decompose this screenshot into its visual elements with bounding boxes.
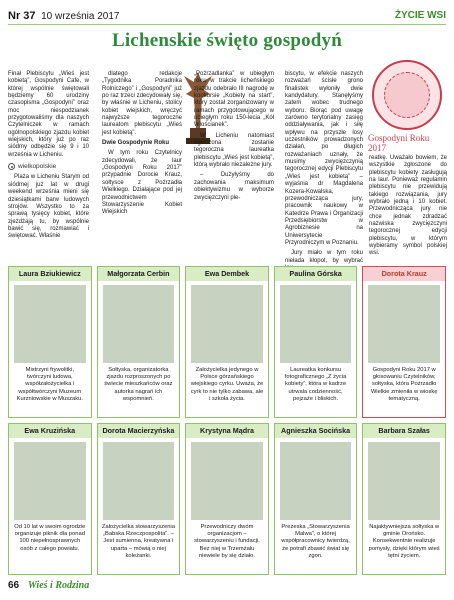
- profile-card-highlighted: [362, 266, 446, 418]
- article-title: Lichenskie święto gospodyń: [111, 30, 343, 51]
- profile-card: [97, 423, 181, 575]
- page-footer: [8, 580, 446, 592]
- page-number: 66: [8, 580, 20, 591]
- profile-description: Od 10 lat w swoim ogrodzie organizuje piknik dla ponad 100 niepełnosprawnych osób z całego powiatu.: [14, 524, 86, 552]
- profile-description: Założycielka stowarzyszenia „Babska Rzeczpospolita”. – Jest sumienna, kreatywna i uparta – mówią o niej koleżanki.: [101, 524, 175, 559]
- profile-name: Dorota Krauz: [363, 267, 445, 281]
- article-column-4: [285, 71, 363, 275]
- page-header: [8, 10, 446, 24]
- profile-description: Laureatka konkursu fotograficznego „Z życia kobiety”, która w kadrze utrwala codzienność, pejzaże i bliskich.: [284, 367, 347, 402]
- profile-photo: [280, 442, 352, 520]
- body-paragraph: dlatego redakcje „Tygodnika Poradnika Rolniczego” i „Gospodyni” już po raz trzeci zdecydowały się, by właśnie w Licheniu, stolicy kobiet wiejskich, wręczyć najwyższe tegoroczne laureatom plebiscytu „Wieś jest kobietą”.: [102, 71, 182, 136]
- profile-name: Krystyna Mądra: [186, 424, 268, 438]
- article-column-1: [8, 71, 89, 244]
- header-divider: [8, 24, 446, 25]
- profile-name: Ewa Dembek: [186, 267, 268, 281]
- profile-card: [97, 266, 181, 418]
- region-tag-label: wielkopolskie: [18, 163, 57, 171]
- body-paragraph: reatkę. Uważało bowiem, że wszystkie zgłoszone do plebiscytu kobiety zasługują na laur. Ponieważ regulamin plebiscytu nie przewidują takiego rozwiązania, jury wybrało jedną i 10 kobiet. Przewodnicząca jury nie chce jednak zdradzać nazwiska zwycięzczyni tegorocznej edycji plebiscytu, w którym wybieramy symbol polskiej wsi.: [369, 155, 447, 257]
- profile-card: [362, 423, 446, 575]
- gospodyni-roku-badge-icon: [372, 60, 442, 130]
- magazine-name: Wieś i Rodzina: [27, 580, 90, 591]
- subheading: Dwie Gospodynie Roku: [102, 140, 170, 147]
- profile-name: Ewa Kruzińska: [9, 424, 91, 438]
- profile-description: Prezeska „Stowarzyszenia Malwa”, o której współpracownicy twierdzą, że potrafi zbawić świat się zgon.: [281, 524, 350, 559]
- profile-name: Laura Bziukiewicz: [9, 267, 91, 281]
- badge-label: Gospodyni Roku 2017: [368, 133, 430, 153]
- section-name: ŻYCIE WSI: [394, 10, 446, 21]
- body-paragraph: Plaża w Licheniu Starym od siódmej już lat w drugi weekend września mieni się dziesiątkami barw ludowych strojów. Wszystko to za sprawą tysięcy kobiet, które zjeżdżają tu, by wspólnie bawić się, rozmawiać i świętować. Właśnie: [8, 174, 89, 240]
- region-tag: [8, 163, 89, 170]
- profile-card: [185, 423, 269, 575]
- profile-photo: [14, 285, 86, 363]
- profile-photo: [191, 442, 263, 520]
- profile-card: [274, 266, 358, 418]
- issue-number: Nr 37: [8, 10, 36, 22]
- profile-description: Sołtyska, organizatorka zjazdu rozproszonych po świecie mieszkańców oraz autorka nagrań ich wspomnień.: [104, 367, 173, 402]
- body-paragraph: Jury miało w tym roku niełada kłopot, by wybrać: [285, 250, 363, 264]
- article-column-3: [194, 71, 274, 205]
- issue-info: [8, 10, 119, 22]
- profile-photo: [191, 285, 263, 363]
- issue-date: 10 września 2017: [41, 11, 120, 22]
- profile-photo: [103, 442, 175, 520]
- profile-photo: [103, 285, 175, 363]
- profile-photo: [14, 442, 86, 520]
- profile-description: Gospodyni Roku 2017 w głosowaniu Czytelników, sołtyska, która Pożrzadło Wielkie zmieniła w wioskę tematyczną.: [370, 367, 438, 402]
- body-paragraph: W Licheniu natomiast ogłoszona zostanie tegoroczna laureatka plebiscytu „Wieś jest kobietą”, którą wybrało niezależne jury.: [194, 132, 274, 169]
- article-column-5: [369, 155, 447, 261]
- profile-photo: [368, 442, 440, 520]
- body-paragraph: „Pożrzadlanka” w ubiegłym roku w trakcie licheńskiego zjazdu odebrało III nagrodę w konkursie „Kobiety na start”, który został zorganizowany w ramach przygotowującego w ubiegłym roku 150-lecia „Kół Włościanek”.: [194, 71, 274, 129]
- profile-card: [185, 266, 269, 418]
- profile-description: Założycielka jedynego w Polsce górzańskiego wiejskiego cyrku. Uważa, że cyrk to nie tylko zabawa, ale i szkoła życia.: [190, 367, 264, 402]
- lead-paragraph: Finał Plebiscytu „Wieś jest kobietą”, Gospodyni Cafe, w której wspólnie świętowali będziemy 60 urodziny czasopisma „Gospodyni” oraz moc niespodzianek przygotowaliśmy dla naszych Czytelniczek w ramach ogólnopolskiego zjazdu kobiet wiejskich, który już po raz siódmy odbędzie się 9 i 10 września w Licheniu.: [8, 71, 89, 158]
- profile-card: [8, 423, 92, 575]
- profile-name: Małgorzata Cerbin: [98, 267, 180, 281]
- body-paragraph: biscytu, w efekcie naszych rozważań ścisłe grono finalistek wyłoniły dwie kandydatury. Stanęłyśmy zatem wobec trudnego wyboru. Biorąc pod uwagę zarówno terytorialny zasięg oddziaływania, jak i siłę wpływu na przyszłe losy uczestników prowadzonych działań, po długich rozważaniach uznały, że musimy zwycięzczynią tegorocznej edycji Plebiscytu „Wieś jest kobietą” – wyjaśnia dr Magdalena Kozera-Kowalska, przewodnicząca jury, pracownik naukowy w Katedrze Prawa i Organizacji Przedsiębiorstw w Agrobiznesie na Uniwersytecie Przyrodniczym w Poznaniu.: [285, 71, 363, 246]
- profile-photo: [280, 285, 352, 363]
- profile-name: Dorota Macierzyńska: [98, 424, 180, 438]
- location-pin-icon: [8, 163, 15, 170]
- profile-description: Przewodniczy dwóm organizacjom – stowarzyszeniu i fundacji. Bez niej w Trzemżalu niewiele by się działo.: [194, 524, 260, 559]
- profile-name: Barbara Szałas: [363, 424, 445, 438]
- profile-photo: [368, 285, 440, 363]
- body-paragraph: W tym roku Czytelnicy zdecydowali, że laur „Gospodyni Roku 2017” przypadnie Dorocie Krauz, sołtysce z Pożrzadła Wielkiego. Działające pod jej przewodnictwem Stowarzyszenie Kobiet Wiejskich: [102, 150, 182, 216]
- body-paragraph: – Dużyłyśmy do zachowania maksimum obiektywizmu w wyborze zwycięzczyni ple-: [194, 172, 274, 201]
- profile-card: [8, 266, 92, 418]
- profiles-row-2: [8, 423, 446, 575]
- profile-card: [274, 423, 358, 575]
- profiles-row-1: [8, 266, 446, 418]
- profile-description: Najaktywniejsza sołtyska w gminie Orońsko. Konsekwentnie realizuje pomysły, dzięki którym wieś tętni życiem.: [368, 524, 440, 559]
- profile-name: Paulina Górska: [275, 267, 357, 281]
- article-column-2: [102, 71, 182, 220]
- profile-name: Agnieszka Socińska: [275, 424, 357, 438]
- profile-description: Mistrzyni frywolitki, twórczyni ludowa, współzałożycielka i współtwórczyni Muzeum Kurzniowskie w Muszaku.: [16, 367, 83, 402]
